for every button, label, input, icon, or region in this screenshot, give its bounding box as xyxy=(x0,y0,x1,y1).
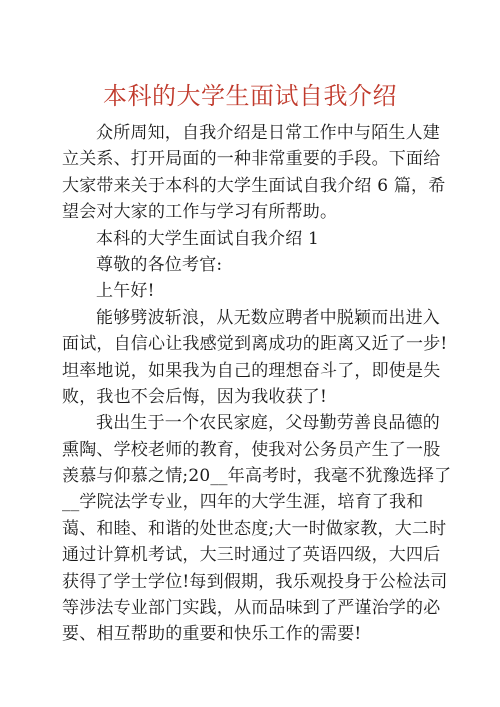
body-line: 羡慕与仰慕之情;20__年高考时，我毫不犹豫选择了 xyxy=(62,466,452,487)
body-line: 众所周知，自我介绍是日常工作中与陌生人建 xyxy=(96,123,440,143)
body-line: 立关系、打开局面的一种非常重要的手段。下面给 xyxy=(62,149,441,170)
body-line: 通过计算机考试，大三时通过了英语四级，大四后 xyxy=(62,545,441,566)
body-line: 蔼、和睦、和谐的处世态度;大一时做家教，大二时 xyxy=(62,518,447,539)
body-line: 要、相互帮助的重要和快乐工作的需要! xyxy=(62,624,362,645)
document-title: 本科的大学生面试自我介绍 xyxy=(103,82,397,110)
body-line: 上午好! xyxy=(96,281,155,302)
document-body xyxy=(62,120,452,648)
body-line: 本科的大学生面试自我介绍 1 xyxy=(96,228,320,249)
body-line: 败，我也不会后悔，因为我收获了! xyxy=(62,386,328,407)
body-line: 面试，自信心让我感觉到离成功的距离又近了一步! xyxy=(62,334,448,355)
body-line: 大家带来关于本科的大学生面试自我介绍 6 篇，希 xyxy=(62,175,446,196)
body-line: 等涉法专业部门实践，从而品味到了严谨治学的必 xyxy=(62,598,441,619)
body-line: 尊敬的各位考官: xyxy=(96,254,223,275)
body-line: __学院法学专业，四年的大学生涯，培育了我和 xyxy=(62,492,424,513)
body-line: 获得了学士学位!每到假期，我乐观投身于公检法司 xyxy=(62,571,448,592)
body-line: 熏陶、学校老师的教育，使我对公务员产生了一股 xyxy=(62,439,441,460)
body-line: 望会对大家的工作与学习有所帮助。 xyxy=(62,202,338,223)
body-line: 坦率地说，如果我为自己的理想奋斗了，即使是失 xyxy=(62,360,441,381)
body-line: 我出生于一个农民家庭，父母勤劳善良品德的 xyxy=(96,413,440,434)
body-line: 能够劈波斩浪，从无数应聘者中脱颖而出进入 xyxy=(96,307,440,328)
